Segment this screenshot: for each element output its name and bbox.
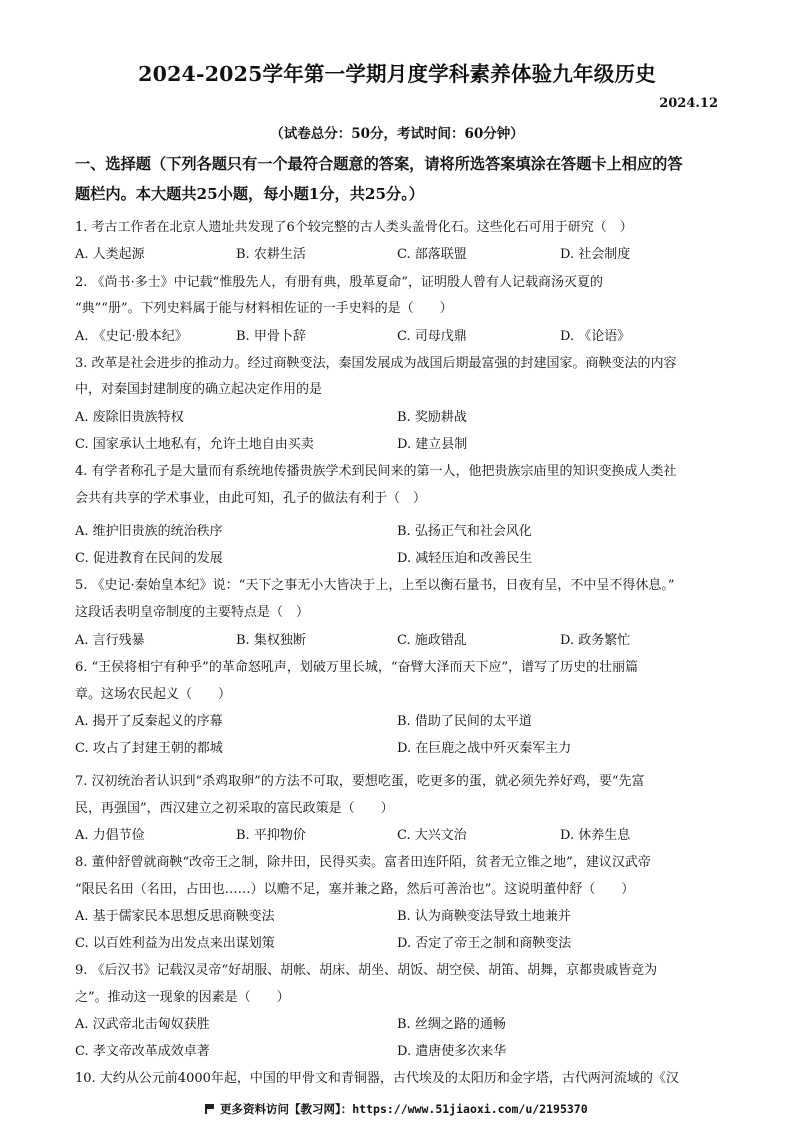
question-9-option-c: C. 孝文帝改革成效卓著	[75, 1044, 210, 1059]
question-2-option-b: B. 甲骨卜辞	[236, 329, 306, 344]
question-1-option-a: A. 人类起源	[75, 247, 145, 262]
question-5-option-b: B. 集权独断	[236, 633, 306, 648]
exam-date: 2024.12	[659, 96, 718, 111]
question-3-option-d: D. 建立县制	[397, 437, 468, 452]
question-3-option-a: A. 废除旧贵族特权	[75, 410, 184, 425]
question-4-stem-line-2: 会共有共享的学术事业，由此可知，孔子的做法有利于（ ）	[75, 491, 427, 506]
question-4-option-c: C. 促进教育在民间的发展	[75, 551, 223, 566]
question-8-stem-line-2: “限民名田（名田，占田也……）以赡不足，塞并兼之路，然后可善治也”。这说明董仲舒（ ）	[75, 882, 635, 897]
question-4-option-a: A. 维护旧贵族的统治秩序	[75, 524, 223, 539]
question-7-option-d: D. 休养生息	[560, 828, 631, 843]
question-8-option-b: B. 认为商鞅变法导致土地兼并	[397, 909, 571, 924]
footer-text: 更多资料访问【教习网】：https://www.51jiaoxi.com/u/2195370	[220, 1102, 588, 1116]
question-1-option-b: B. 农耕生活	[236, 247, 306, 262]
question-4-option-b: B. 弘扬正气和社会风化	[397, 524, 532, 539]
question-3-option-c: C. 国家承认土地私有，允许土地自由买卖	[75, 437, 314, 452]
question-3-stem-line-2: 中，对秦国封建制度的确立起决定作用的是	[75, 382, 323, 397]
question-5-option-c: C. 施政错乱	[397, 633, 467, 648]
question-7-stem-line-2: 民，再强国”，西汉建立之初采取的富民政策是（ ）	[75, 801, 394, 816]
question-2-option-c: C. 司母戊鼎	[397, 329, 467, 344]
question-6-option-c: C. 攻占了封建王朝的都城	[75, 741, 223, 756]
question-7-option-b: B. 平抑物价	[236, 828, 306, 843]
question-2-stem-line-1: 2. 《尚书·多士》中记载“惟殷先人，有册有典，殷革夏命”，证明殷人曾有人记载商汤灭夏的	[75, 275, 603, 290]
section-instructions-line-2: 题栏内。本大题共25小题，每小题1分，共25分。）	[75, 185, 424, 203]
question-4-option-d: D. 减轻压迫和改善民生	[397, 551, 533, 566]
question-3-stem-line-1: 3. 改革是社会进步的推动力。经过商鞅变法，秦国发展成为战国后期最富强的封建国家。商鞅变法的内容	[75, 356, 677, 371]
flag-icon	[205, 1104, 214, 1114]
question-6-stem-line-2: 章。这场农民起义（ ）	[75, 687, 232, 702]
question-8-stem-line-1: 8. 董仲舒曾就商鞅“改帝王之制，除井田，民得买卖。富者田连阡陌，贫者无立锥之地”，建议汉武帝	[75, 855, 651, 870]
question-9-stem-line-2: 之”。推动这一现象的因素是（ ）	[75, 990, 290, 1005]
question-6-option-d: D. 在巨鹿之战中歼灭秦军主力	[397, 741, 572, 756]
question-8-option-d: D. 否定了帝王之制和商鞅变法	[397, 936, 572, 951]
question-7-stem-line-1: 7. 汉初统治者认识到“杀鸡取卵”的方法不可取，要想吃蛋，吃更多的蛋，就必须先养好鸡，要“先富	[75, 774, 645, 789]
section-instructions-line-1: 一、选择题（下列各题只有一个最符合题意的答案，请将所选答案填涂在答题卡上相应的答	[75, 155, 683, 173]
question-1-option-d: D. 社会制度	[560, 247, 631, 262]
question-5-option-d: D. 政务繁忙	[560, 633, 631, 648]
question-1-option-c: C. 部落联盟	[397, 247, 467, 262]
question-4-stem-line-1: 4. 有学者称孔子是大量而有系统地传播贵族学术到民间来的第一人，他把贵族宗庙里的知识变换成人类社	[75, 464, 677, 479]
question-5-option-a: A. 言行残暴	[75, 633, 145, 648]
question-9-option-d: D. 遣唐使多次来华	[397, 1044, 507, 1059]
question-6-option-b: B. 借助了民间的太平道	[397, 714, 532, 729]
question-9-option-b: B. 丝绸之路的通畅	[397, 1017, 506, 1032]
question-9-stem-line-1: 9. 《后汉书》记载汉灵帝“好胡服、胡帐、胡床、胡坐、胡饭、胡空侯、胡笛、胡舞，京都贵戚皆竞为	[75, 963, 658, 978]
question-5-stem-line-2: 这段话表明皇帝制度的主要特点是（ ）	[75, 605, 310, 620]
question-2-option-a: A. 《史记·殷本纪》	[75, 329, 188, 344]
question-2-option-d: D. 《论语》	[560, 329, 631, 344]
question-9-option-a: A. 汉武帝北击匈奴获胜	[75, 1017, 210, 1032]
question-8-option-c: C. 以百姓利益为出发点来出谋划策	[75, 936, 275, 951]
question-10-stem-line-1: 10. 大约从公元前4000年起，中国的甲骨文和青铜器，古代埃及的太阳历和金字塔，古代两河流域的《汉	[75, 1071, 679, 1086]
question-1-stem: 1. 考古工作者在北京人遗址共发现了6个较完整的古人类头盖骨化石。这些化石可用于研究（ ）	[75, 220, 633, 235]
question-2-stem-line-2: “典”“册”。下列史料属于能与材料相佐证的一手史料的是（ ）	[75, 301, 453, 316]
question-5-stem-line-1: 5. 《史记·秦始皇本纪》说：“天下之事无小大皆决于上，上至以衡石量书，日夜有呈，不中呈不得休息。”	[75, 578, 675, 593]
question-3-option-b: B. 奖励耕战	[397, 410, 467, 425]
question-8-option-a: A. 基于儒家民本思想反思商鞅变法	[75, 909, 275, 924]
question-6-option-a: A. 揭开了反秦起义的序幕	[75, 714, 223, 729]
question-7-option-c: C. 大兴文治	[397, 828, 467, 843]
question-6-stem-line-1: 6. “王侯将相宁有种乎”的革命怒吼声，划破万里长城，“奋臂大泽而天下应”，谱写了历史的壮丽篇	[75, 660, 639, 675]
exam-title: 2024-2025学年第一学期月度学科素养体验九年级历史	[138, 62, 656, 86]
exam-meta: （试卷总分：50分，考试时间：60分钟）	[270, 126, 524, 142]
question-7-option-a: A. 力倡节俭	[75, 828, 145, 843]
footer-link[interactable]	[205, 1101, 588, 1117]
